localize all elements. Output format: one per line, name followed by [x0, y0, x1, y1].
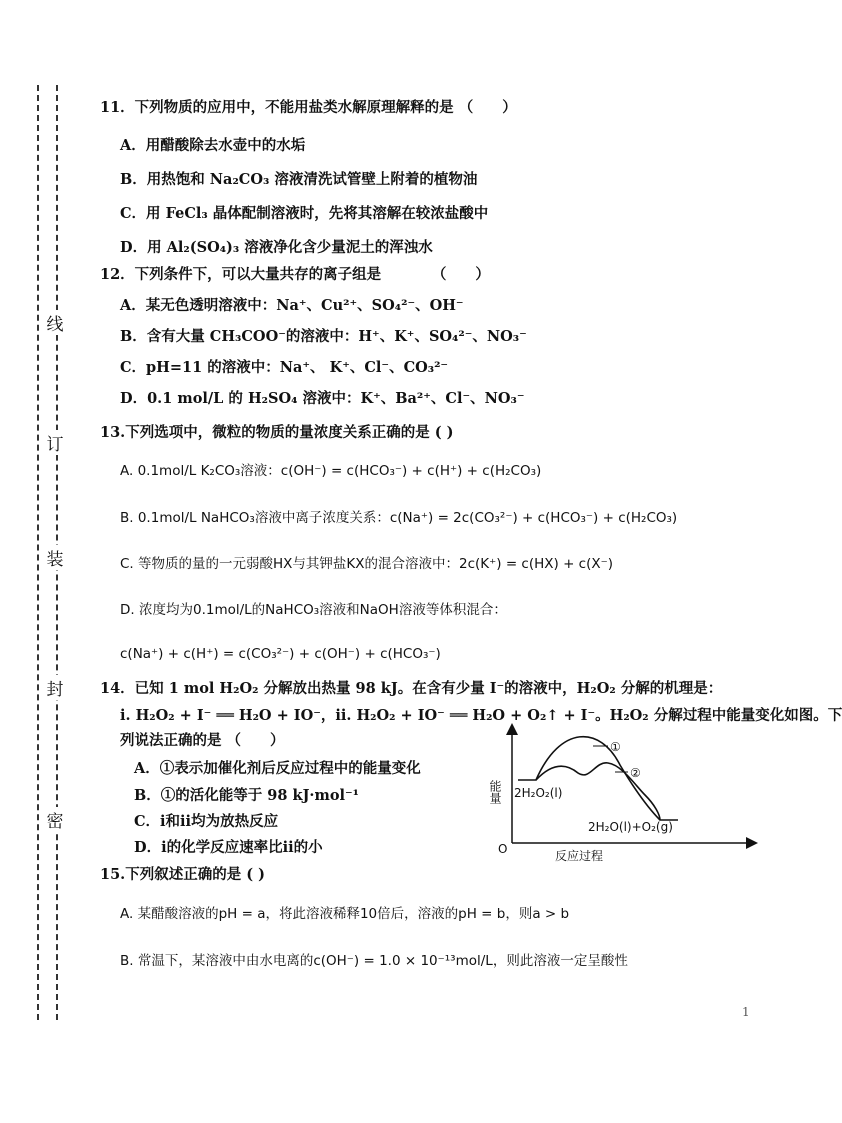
option-d: D．用 Al₂(SO₄)₃ 溶液净化含少量泥土的浑浊水	[120, 239, 433, 256]
question-sheet	[100, 0, 842, 1123]
option-c: C. 等物质的量的一元弱酸HX与其钾盐KX的混合溶液中：2c(K⁺) = c(HX) + c(X⁻)	[120, 556, 614, 572]
question-14-stem: 14．已知 1 mol H₂O₂ 分解放出热量 98 kJ。在含有少量 I⁻的溶液中，H₂O₂ 分解的机理是：	[100, 680, 723, 697]
start-label: 2H₂O₂(l)	[514, 786, 563, 800]
binding-label: 订	[42, 430, 68, 455]
curve-1	[518, 737, 678, 820]
x-axis-label: 反应过程	[555, 849, 604, 863]
page-number: 1	[742, 1005, 750, 1019]
origin-label: O	[498, 842, 508, 856]
question-11-stem: 11．下列物质的应用中，不能用盐类水解原理解释的是 （ ）	[100, 99, 517, 116]
option-b: B．①的活化能等于 98 kJ·mol⁻¹	[134, 787, 360, 804]
option-a: A．用醋酸除去水壶中的水垢	[120, 137, 306, 154]
option-d: D．i的化学反应速率比ii的小	[134, 839, 323, 856]
binding-margin	[30, 85, 70, 1020]
question-15-stem: 15.下列叙述正确的是 ( )	[100, 866, 266, 883]
option-d: D．0.1 mol/L 的 H₂SO₄ 溶液中：K⁺、Ba²⁺、Cl⁻、NO₃⁻	[120, 390, 525, 407]
option-c: C．i和ii均为放热反应	[134, 813, 279, 830]
question-13-stem: 13.下列选项中，微粒的物质的量浓度关系正确的是 ( )	[100, 424, 454, 441]
option-a: A. 0.1mol/L K₂CO₃溶液：c(OH⁻) = c(HCO₃⁻) + c(H⁺) + c(H₂CO₃)	[120, 463, 542, 479]
curve-1-label: ①	[610, 740, 621, 754]
question-14-stem-cont: 列说法正确的是 （ ）	[120, 732, 285, 749]
option-c: C．pH=11 的溶液中：Na⁺、 K⁺、Cl⁻、CO₃²⁻	[120, 359, 449, 376]
option-d-equation: c(Na⁺) + c(H⁺) = c(CO₃²⁻) + c(OH⁻) + c(HCO₃⁻)	[120, 646, 441, 662]
question-14-mechanism: i. H₂O₂ + I⁻ ══ H₂O + IO⁻，ii. H₂O₂ + IO⁻ ══ H₂O + O₂↑ + I⁻。H₂O₂ 分解过程中能量变化如图。下	[120, 707, 842, 724]
curve-2-label: ②	[630, 766, 641, 780]
option-b: B．用热饱和 Na₂CO₃ 溶液清洗试管壁上附着的植物油	[120, 171, 478, 188]
option-b: B. 0.1mol/L NaHCO₃溶液中离子浓度关系：c(Na⁺) = 2c(CO₃²⁻) + c(HCO₃⁻) + c(H₂CO₃)	[120, 510, 678, 526]
binding-label: 密	[42, 807, 68, 832]
option-a: A. 某醋酸溶液的pH = a，将此溶液稀释10倍后，溶液的pH = b，则a > b	[120, 906, 570, 922]
binding-dashed-line	[37, 85, 39, 1020]
option-b: B．含有大量 CH₃COO⁻的溶液中：H⁺、K⁺、SO₄²⁻、NO₃⁻	[120, 328, 527, 345]
option-a: A．①表示加催化剂后反应过程中的能量变化	[134, 760, 421, 777]
option-b: B. 常温下，某溶液中由水电离的c(OH⁻) = 1.0 × 10⁻¹³mol/L，则此溶液一定呈酸性	[120, 953, 628, 969]
y-axis-label: 能量	[488, 780, 502, 804]
binding-label: 封	[42, 675, 68, 700]
option-c: C．用 FeCl₃ 晶体配制溶液时，先将其溶解在较浓盐酸中	[120, 205, 489, 222]
end-label: 2H₂O(l)+O₂(g)	[588, 820, 673, 834]
binding-label: 线	[42, 310, 68, 335]
binding-label: 装	[42, 545, 68, 570]
option-d: D. 浓度均为0.1mol/L的NaHCO₃溶液和NaOH溶液等体积混合：	[120, 602, 507, 618]
energy-diagram	[488, 725, 760, 865]
question-12-stem: 12．下列条件下，可以大量共存的离子组是 （ ）	[100, 266, 490, 283]
option-a: A．某无色透明溶液中：Na⁺、Cu²⁺、SO₄²⁻、OH⁻	[120, 297, 464, 314]
